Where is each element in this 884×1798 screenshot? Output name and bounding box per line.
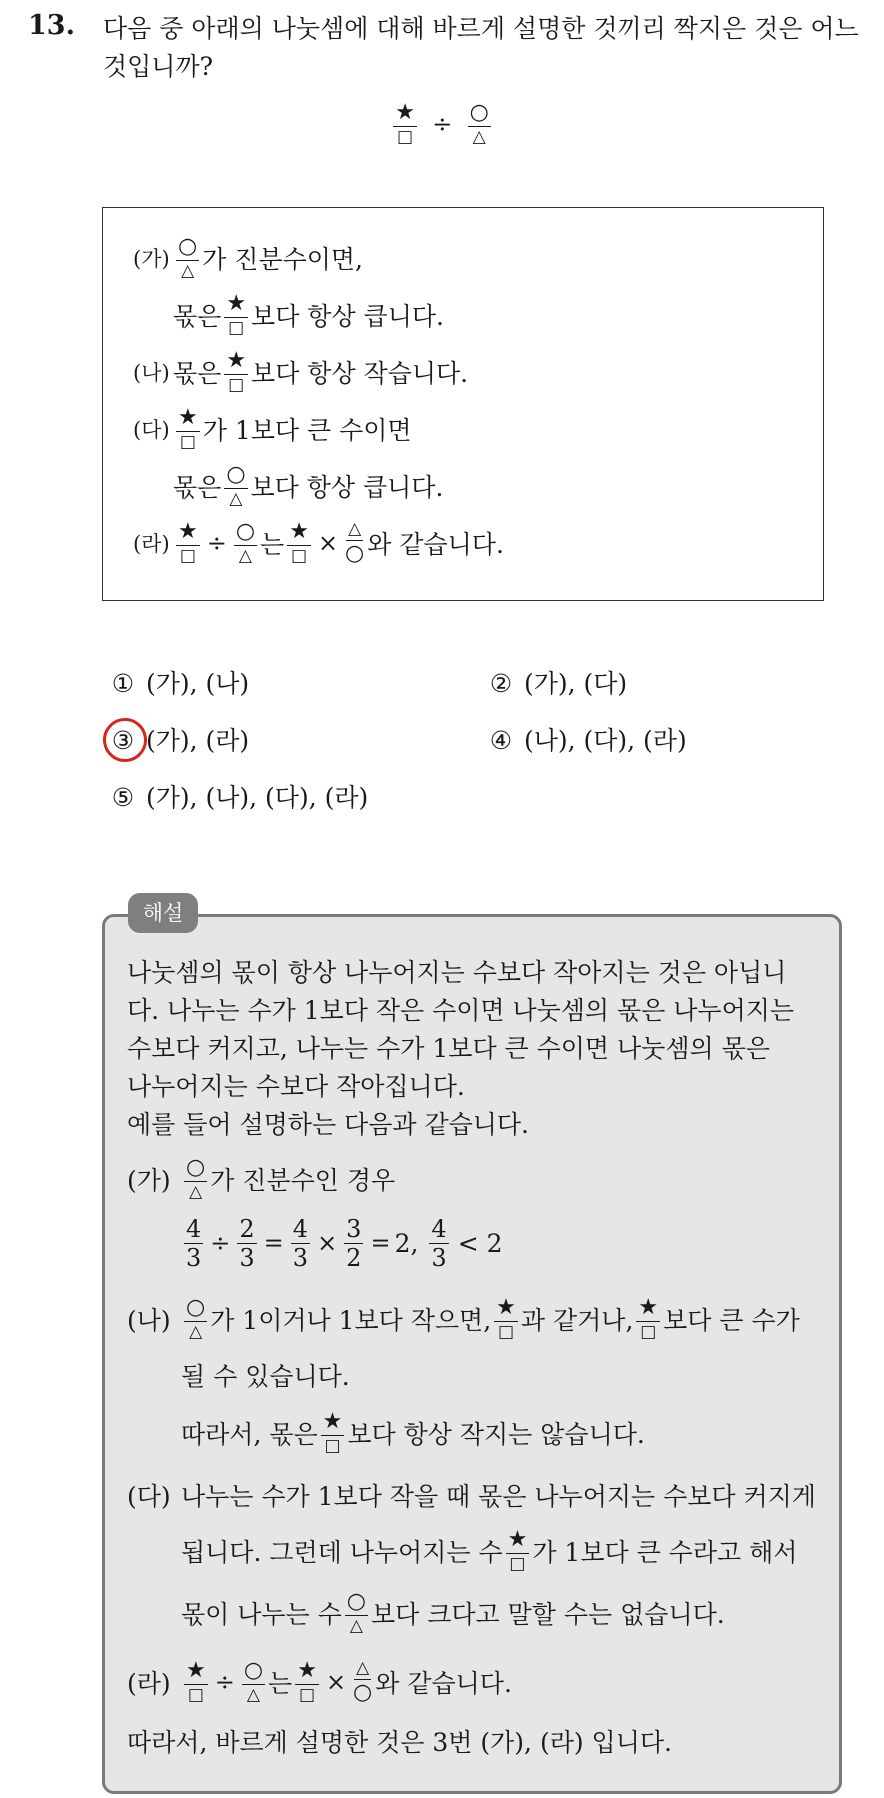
- fraction-star-over-square: [287, 521, 311, 565]
- circle-icon: ○: [345, 541, 365, 566]
- fraction-circle-over-triangle: [242, 1660, 265, 1704]
- statement-text: 가 진분수이면,: [202, 245, 363, 274]
- statement-text: 몫은: [173, 302, 222, 331]
- question-text: 다음 중 아래의 나눗셈에 대해 바르게 설명한 것끼리 짝지은 것은 어느 것입니까?: [103, 14, 859, 81]
- circle-icon: ○: [243, 1658, 264, 1683]
- explanation-line: 수보다 커지고, 나누는 수가 1보다 큰 수이면 나눗셈의 몫은: [127, 1034, 770, 1063]
- fraction-star-over-square: [321, 1411, 345, 1455]
- statement-da-line2: [173, 458, 443, 514]
- choice-5[interactable]: [108, 778, 368, 814]
- choice-label: (가), (다): [523, 669, 628, 698]
- explanation-da-line3: [181, 1583, 725, 1643]
- explanation-text: 나누는 수가 1보다 작을 때 몫은 나누어지는 수보다 커지게: [181, 1482, 816, 1511]
- explanation-line: 될 수 있습니다.: [181, 1362, 350, 1391]
- fraction-circle-over-triangle: [345, 1591, 368, 1635]
- statement-text: 보다 항상 큽니다.: [250, 473, 444, 502]
- statement-da: [133, 401, 412, 457]
- triangle-icon: △: [472, 127, 486, 147]
- fraction-star-over-square: [506, 1529, 530, 1573]
- statement-text: 와 같습니다.: [367, 530, 504, 559]
- explanation-ga: [127, 1154, 395, 1204]
- choice-label: (가), (나), (다), (라): [145, 783, 369, 812]
- star-icon: ★: [496, 1295, 516, 1320]
- fraction-triangle-over-circle: [353, 1660, 372, 1704]
- marker-ga: (가): [133, 247, 170, 271]
- marker-ra: (라): [127, 1669, 171, 1698]
- explanation-text: 과 같거나,: [520, 1306, 634, 1335]
- marker-da: (다): [133, 418, 170, 442]
- star-icon: ★: [507, 1527, 528, 1552]
- fraction-circle-over-triangle: [184, 1297, 207, 1341]
- statement-text: 몫은: [173, 473, 222, 502]
- question-number: 13.: [28, 10, 75, 41]
- times-sign: ×: [317, 1229, 338, 1257]
- times-sign: ×: [317, 529, 339, 557]
- circle-icon: ○: [346, 1589, 366, 1614]
- explanation-line: 예를 들어 설명하는 다음과 같습니다.: [127, 1110, 529, 1139]
- square-icon: □: [228, 318, 245, 338]
- star-icon: ★: [395, 100, 415, 125]
- explanation-na: [127, 1289, 800, 1349]
- fraction-star-over-square: [184, 1660, 208, 1704]
- star-icon: ★: [638, 1295, 659, 1320]
- conclusion: 따라서, 바르게 설명한 것은 3번 (가), (라) 입니다.: [127, 1728, 672, 1757]
- statement-text: 보다 항상 큽니다.: [251, 302, 444, 331]
- statement-ra: [133, 515, 504, 571]
- numerator: 4: [431, 1214, 447, 1243]
- choice-1[interactable]: [108, 664, 249, 700]
- star-icon: ★: [186, 1658, 206, 1683]
- triangle-icon: △: [349, 1616, 363, 1636]
- divide-sign: ÷: [210, 1229, 231, 1257]
- marker-ra: (라): [133, 532, 170, 556]
- marker-ga: (가): [127, 1166, 171, 1195]
- fraction-circle-over-triangle: [234, 521, 257, 565]
- star-icon: ★: [226, 291, 247, 316]
- fraction-star-over-square: [224, 293, 248, 337]
- numerator: 2: [239, 1214, 255, 1243]
- statement-ga-line2: [173, 287, 444, 343]
- explanation-text: 가 1보다 큰 수라고 해서: [532, 1538, 798, 1567]
- star-icon: ★: [226, 348, 247, 373]
- explanation-text: 보다 항상 작지는 않습니다.: [347, 1420, 645, 1449]
- circle-icon: ○: [186, 1295, 206, 1320]
- star-icon: ★: [178, 519, 198, 544]
- statement-ga: [133, 230, 363, 286]
- fraction-star-over-square: [295, 1660, 319, 1704]
- triangle-icon: △: [229, 489, 243, 509]
- divide-sign: ÷: [214, 1668, 235, 1696]
- divide-sign: ÷: [432, 110, 453, 138]
- explanation-da: [127, 1475, 816, 1515]
- denominator: 3: [292, 1243, 309, 1272]
- comparison: < 2: [457, 1228, 503, 1258]
- triangle-icon: △: [189, 1182, 203, 1202]
- statement-text: 몫은: [173, 359, 222, 388]
- explanation-ra: [127, 1652, 512, 1712]
- choice-3-selected[interactable]: [108, 721, 249, 757]
- explanation-panel: [102, 914, 842, 1794]
- fraction: [344, 1214, 363, 1272]
- square-icon: □: [291, 546, 308, 566]
- square-icon: □: [179, 546, 196, 566]
- choice-label: (가), (나): [145, 669, 250, 698]
- star-icon: ★: [297, 1658, 317, 1683]
- explanation-text: 가 1이거나 1보다 작으면,: [210, 1306, 492, 1335]
- square-icon: □: [299, 1685, 316, 1705]
- fraction: [291, 1214, 310, 1272]
- star-icon: ★: [289, 519, 309, 544]
- fraction-circle-over-triangle: [224, 464, 247, 508]
- denominator: 3: [186, 1243, 202, 1272]
- circle-icon: ○: [178, 234, 198, 259]
- example-equation: [181, 1213, 503, 1273]
- fraction-star-over-square: [636, 1297, 660, 1341]
- explanation-text: 몫이 나누는 수: [181, 1600, 342, 1629]
- explanation-na-line3: [181, 1403, 645, 1463]
- fraction-circle-over-triangle: [468, 102, 491, 146]
- statement-na: [133, 344, 468, 400]
- explanation-text: 가 진분수인 경우: [210, 1166, 396, 1195]
- fraction: [237, 1214, 256, 1272]
- explanation-line: 다. 나누는 수가 1보다 작은 수이면 나눗셈의 몫은 나누어지는: [127, 996, 795, 1025]
- choice-number: ③: [111, 726, 135, 755]
- star-icon: ★: [178, 405, 198, 430]
- fraction-circle-over-triangle: [184, 1157, 207, 1201]
- square-icon: □: [397, 127, 414, 147]
- choice-label: (나), (다), (라): [523, 726, 687, 755]
- square-icon: □: [187, 1685, 204, 1705]
- equals-sign: =: [263, 1229, 284, 1257]
- triangle-icon: △: [181, 261, 195, 281]
- fraction-star-over-square: [176, 521, 200, 565]
- star-icon: ★: [322, 1409, 343, 1434]
- explanation-text: 보다 큰 수가: [663, 1306, 800, 1335]
- explanation-text: 됩니다. 그런데 나누어지는 수: [181, 1538, 503, 1567]
- triangle-icon: △: [189, 1322, 203, 1342]
- numerator: 4: [186, 1214, 202, 1243]
- explanation-line: 나누어지는 수보다 작아집니다.: [127, 1072, 465, 1101]
- statement-text: 가 1보다 큰 수이면: [202, 416, 412, 445]
- statement-box: [102, 207, 824, 601]
- marker-da: (다): [127, 1482, 171, 1511]
- triangle-icon: △: [238, 546, 252, 566]
- circle-icon: ○: [235, 519, 256, 544]
- triangle-icon: △: [348, 519, 362, 539]
- divide-sign: ÷: [206, 529, 227, 557]
- fraction-star-over-square: [494, 1297, 518, 1341]
- denominator: 2: [346, 1243, 362, 1272]
- statement-text: 는: [260, 530, 285, 559]
- fraction: [429, 1214, 448, 1272]
- numerator: 4: [292, 1214, 309, 1243]
- numerator: 3: [346, 1214, 362, 1243]
- marker-na: (나): [133, 361, 170, 385]
- explanation-line: 나눗셈의 몫이 항상 나누어지는 수보다 작아지는 것은 아닙니: [127, 958, 787, 987]
- circle-icon: ○: [226, 462, 246, 487]
- fraction-star-over-square: [224, 350, 248, 394]
- fraction-circle-over-triangle: [176, 236, 199, 280]
- triangle-icon: △: [246, 1685, 260, 1705]
- explanation-tag: 해설: [128, 893, 198, 933]
- marker-na: (나): [127, 1306, 171, 1335]
- square-icon: □: [497, 1322, 515, 1342]
- explanation-da-line2: [181, 1521, 797, 1581]
- selected-answer-circle: [108, 726, 138, 755]
- main-expression: [0, 102, 884, 146]
- choice-4[interactable]: [486, 721, 687, 757]
- fraction-star-over-square: [393, 102, 417, 146]
- square-icon: □: [640, 1322, 657, 1342]
- circle-icon: ○: [186, 1155, 206, 1180]
- times-sign: ×: [325, 1668, 347, 1696]
- denominator: 3: [431, 1243, 447, 1272]
- explanation-text: 는: [268, 1669, 293, 1698]
- choice-number: ④: [489, 726, 513, 755]
- fraction-triangle-over-circle: [345, 521, 364, 565]
- equals-sign: =: [370, 1229, 391, 1257]
- choice-2[interactable]: [486, 664, 627, 700]
- choice-number: ②: [489, 669, 513, 698]
- circle-icon: ○: [469, 100, 489, 125]
- square-icon: □: [179, 432, 196, 452]
- explanation-text: 따라서, 몫은: [181, 1420, 318, 1449]
- circle-icon: ○: [353, 1680, 373, 1705]
- explanation-text: 와 같습니다.: [375, 1669, 512, 1698]
- explanation-text: 보다 크다고 말할 수는 없습니다.: [371, 1600, 725, 1629]
- statement-text: 보다 항상 작습니다.: [251, 359, 469, 388]
- result-value: 2,: [394, 1228, 419, 1258]
- choice-number: ①: [111, 669, 135, 698]
- square-icon: □: [324, 1436, 341, 1456]
- choice-label: (가), (라): [145, 726, 250, 755]
- square-icon: □: [228, 375, 245, 395]
- square-icon: □: [509, 1554, 526, 1574]
- triangle-icon: △: [356, 1658, 370, 1678]
- fraction: [184, 1214, 203, 1272]
- choice-number: ⑤: [111, 783, 135, 812]
- denominator: 3: [239, 1243, 255, 1272]
- fraction-star-over-square: [176, 407, 200, 451]
